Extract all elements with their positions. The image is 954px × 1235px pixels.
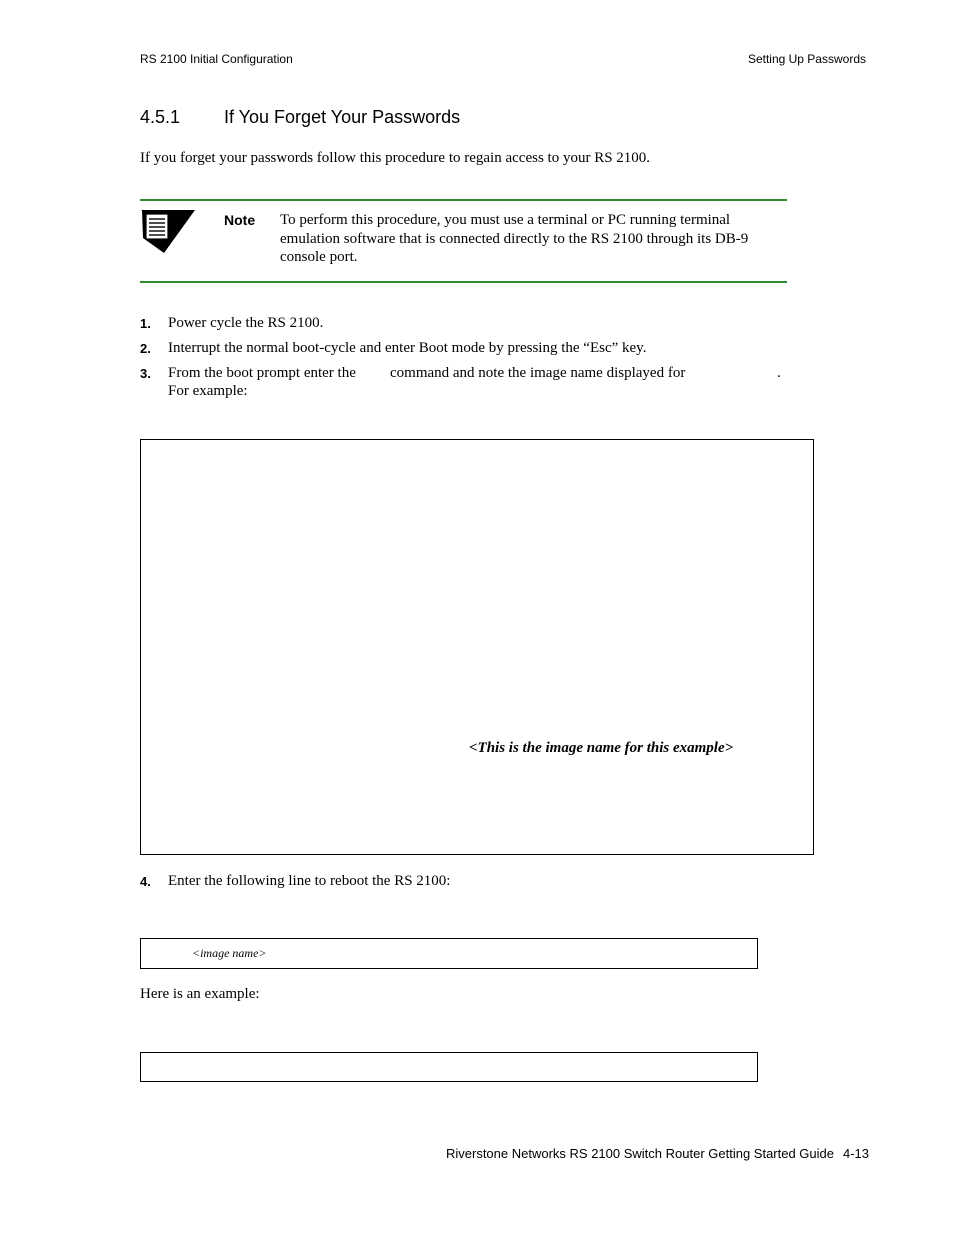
image-name-placeholder: <image name> — [192, 946, 267, 960]
step-text-part: For example: — [168, 383, 248, 399]
note-bottom-rule — [140, 281, 787, 283]
footer-title: Riverstone Networks RS 2100 Switch Router Getting Started Guide — [445, 1146, 834, 1161]
note-pad-icon — [140, 209, 198, 255]
image-name-annotation: <This is the image name for this example> — [469, 740, 734, 756]
step-number: 3. — [140, 366, 151, 381]
step-text-part: From the boot prompt enter the — [168, 365, 356, 381]
section-title: If You Forget Your Passwords — [224, 107, 461, 127]
section-heading — [140, 107, 460, 128]
note-label: Note — [224, 212, 256, 228]
intro-paragraph: If you forget your passwords follow this procedure to regain access to your RS 2100. — [140, 150, 651, 166]
step-number: 1. — [140, 316, 151, 331]
step-1 — [140, 314, 800, 334]
step-number: 4. — [140, 874, 151, 889]
step-text: Enter the following line to reboot the RS 2100: — [168, 873, 451, 889]
step-text-part: . — [777, 365, 781, 381]
section-number: 4.5.1 — [140, 107, 181, 127]
boot-output-code-box — [140, 439, 814, 855]
step-number: 2. — [140, 341, 151, 356]
step-4 — [140, 872, 800, 892]
step-2 — [140, 339, 800, 359]
running-header-right: Setting Up Passwords — [747, 52, 866, 66]
step-3 — [140, 364, 800, 404]
running-header-left: RS 2100 Initial Configuration — [140, 52, 293, 66]
page-number: 4-13 — [842, 1146, 869, 1161]
step-text: Power cycle the RS 2100. — [168, 315, 324, 331]
note-text: To perform this procedure, you must use a terminal or PC running terminal emulation software that is connected directly to the RS 2100 through its DB-9 console port. — [280, 212, 749, 265]
step-text-part: command and note the image name displayed for — [390, 365, 686, 381]
example-command-code-box — [140, 1052, 758, 1082]
note-top-rule — [140, 199, 787, 201]
example-intro: Here is an example: — [140, 986, 260, 1002]
step-text: Interrupt the normal boot-cycle and enter Boot mode by pressing the “Esc” key. — [168, 340, 647, 356]
